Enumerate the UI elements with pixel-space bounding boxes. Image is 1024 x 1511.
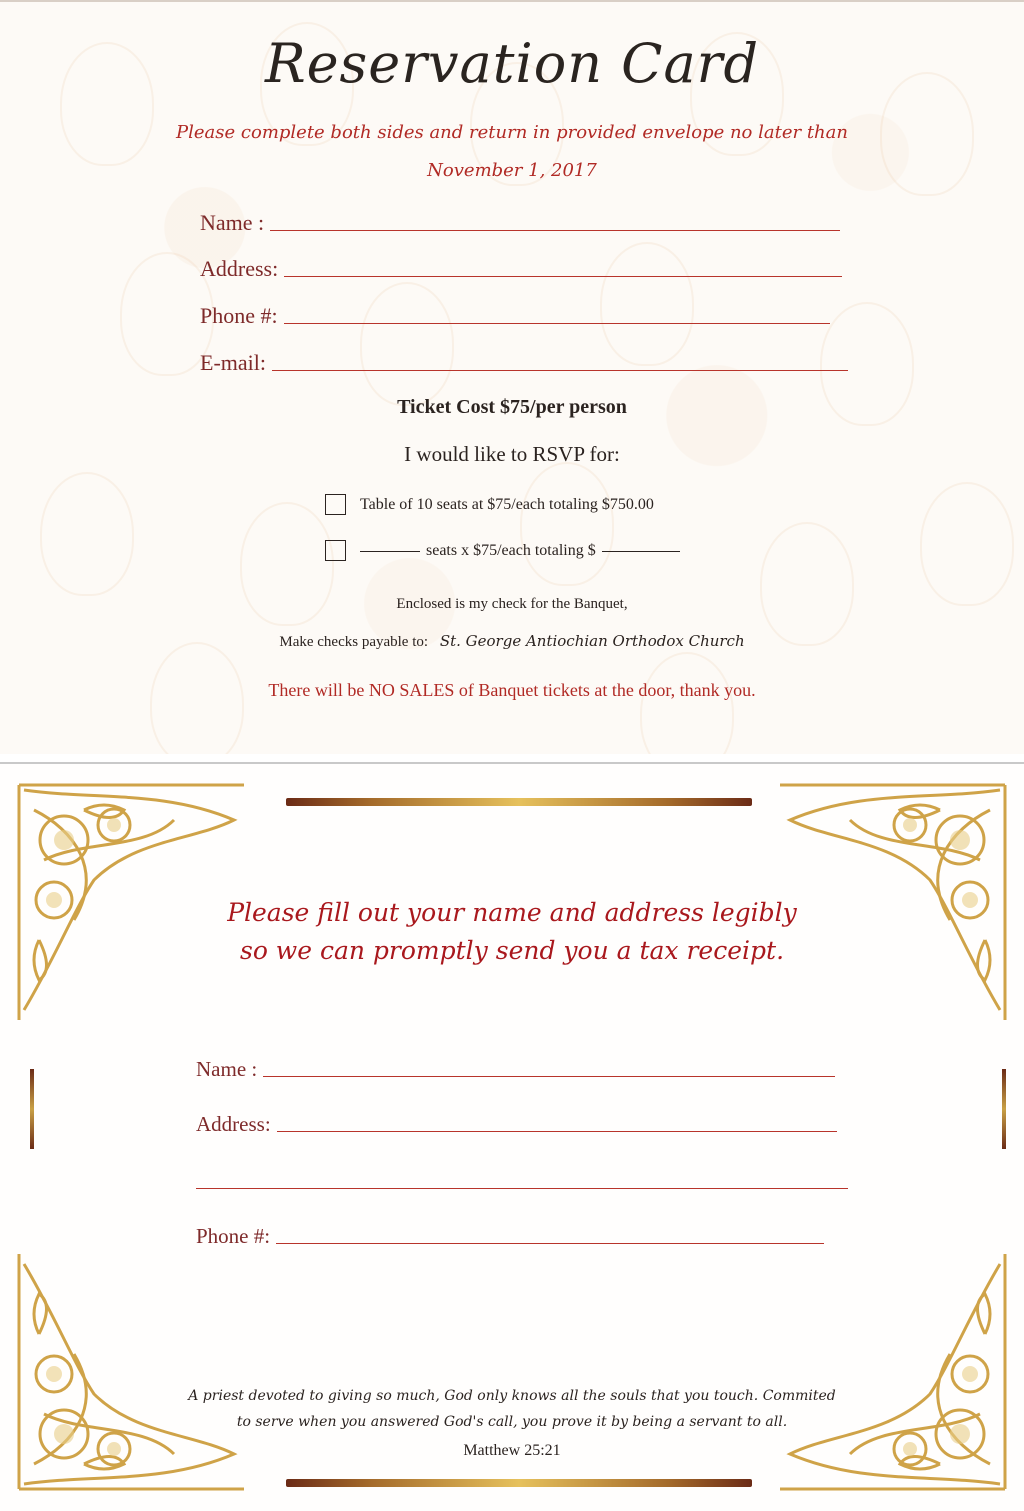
card-title: Reservation Card	[264, 32, 760, 95]
reservation-card-front	[0, 0, 1024, 754]
name-line[interactable]	[270, 229, 840, 231]
ticket-cost: Ticket Cost $75/per person	[397, 396, 627, 418]
deadline-date: November 1, 2017	[427, 160, 597, 181]
address-line[interactable]	[284, 275, 842, 277]
gold-bar-bottom	[286, 1479, 752, 1487]
seats-option-label: seats x $75/each totaling $	[426, 541, 596, 559]
gold-bar-top	[286, 798, 752, 806]
phone-field[interactable]	[200, 303, 830, 329]
instruction-text: Please complete both sides and return in provided envelope no later than	[176, 122, 848, 143]
email-label: E-mail:	[200, 350, 266, 375]
verse-reference: Matthew 25:21	[463, 1442, 561, 1459]
back-name-line[interactable]	[263, 1075, 835, 1077]
table-checkbox[interactable]	[325, 494, 346, 515]
back-name-field[interactable]	[196, 1057, 835, 1082]
rsvp-prompt: I would like to RSVP for:	[404, 442, 620, 466]
tax-receipt-message-line1: Please fill out your name and address legibly	[227, 898, 797, 927]
address-field[interactable]	[200, 256, 842, 282]
verse-line2: to serve when you answered God's call, you prove it by being a servant to all.	[236, 1414, 788, 1430]
enclosed-text: Enclosed is my check for the Banquet,	[396, 596, 628, 612]
seats-option[interactable]	[325, 540, 686, 561]
back-address-field[interactable]	[196, 1112, 837, 1137]
table-option[interactable]	[325, 494, 654, 515]
total-blank[interactable]	[602, 550, 680, 552]
verse-line1: A priest devoted to giving so much, God only knows all the souls that you touch. Commited	[188, 1388, 836, 1404]
name-field[interactable]	[200, 210, 840, 236]
tax-receipt-message-line2: so we can promptly send you a tax receipt.	[239, 936, 785, 965]
reservation-card-back	[0, 762, 1024, 1511]
gold-bar-left	[30, 1069, 34, 1149]
back-address-label: Address:	[196, 1112, 271, 1136]
phone-label: Phone #:	[200, 303, 278, 328]
back-phone-label: Phone #:	[196, 1224, 271, 1248]
seat-count-blank[interactable]	[360, 550, 420, 552]
back-address-line[interactable]	[277, 1130, 837, 1132]
back-name-label: Name :	[196, 1057, 258, 1081]
back-phone-field[interactable]	[196, 1224, 824, 1249]
back-phone-line[interactable]	[276, 1242, 824, 1244]
email-line[interactable]	[272, 369, 848, 371]
seats-checkbox[interactable]	[325, 540, 346, 561]
table-option-label: Table of 10 seats at $75/each totaling $750.00	[360, 495, 654, 513]
payable-name: St. George Antiochian Orthodox Church	[439, 632, 745, 650]
payable-line	[0, 632, 1024, 651]
phone-line[interactable]	[284, 322, 830, 324]
back-address-line-2[interactable]	[196, 1188, 848, 1189]
email-field[interactable]	[200, 350, 848, 376]
name-label: Name :	[200, 210, 265, 235]
gold-bar-right	[1002, 1069, 1006, 1149]
no-sales-notice: There will be NO SALES of Banquet tickets at the door, thank you.	[268, 680, 756, 700]
payable-label: Make checks payable to:	[279, 634, 429, 650]
address-label: Address:	[200, 256, 279, 281]
